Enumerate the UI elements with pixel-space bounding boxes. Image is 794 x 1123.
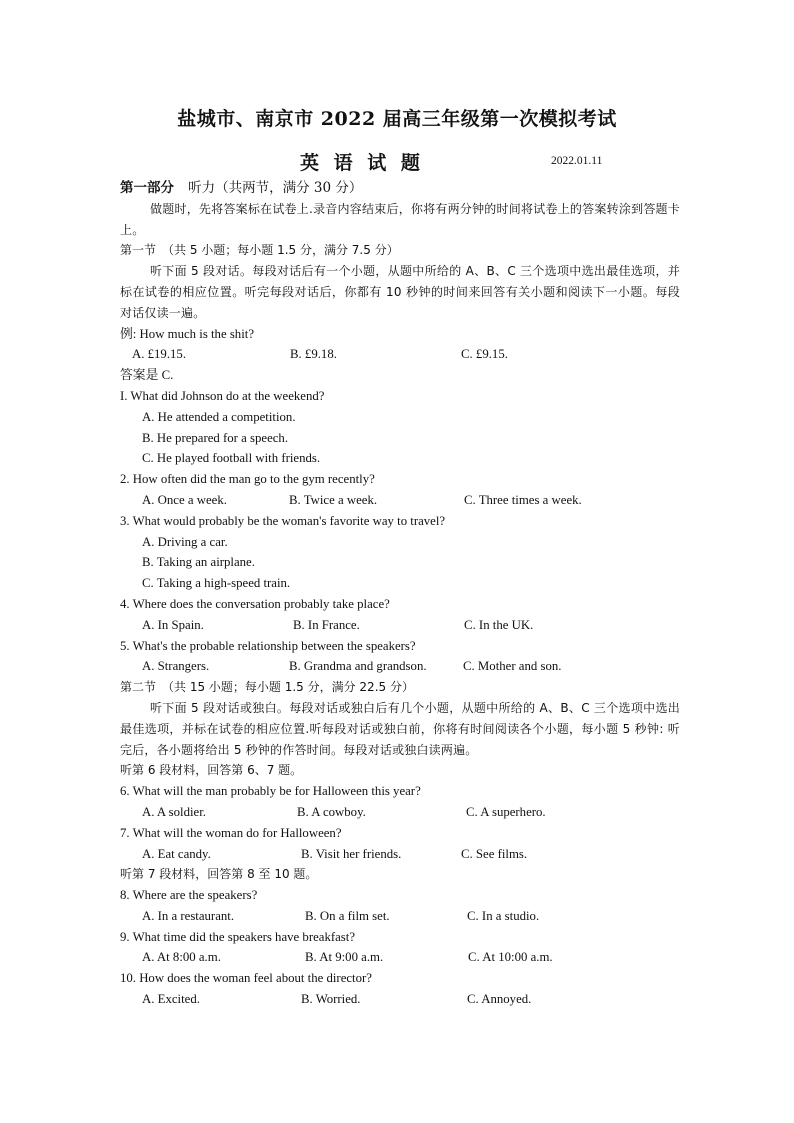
example-question: 例: How much is the shit? bbox=[120, 326, 254, 341]
question-8-option-c: C. In a studio. bbox=[467, 908, 540, 923]
section1-heading: 第一节 （共 5 小题；每小题 1.5 分，满分 7.5 分） bbox=[120, 243, 399, 258]
question-7-options bbox=[120, 844, 680, 865]
question-6-option-c: C. A superhero. bbox=[466, 804, 546, 819]
question-2-option-c: C. Three times a week. bbox=[464, 492, 582, 507]
question-8-options bbox=[120, 906, 680, 927]
section2-instructions: 听下面 5 段对话或独白。每段对话或独白后有几个小题，从题中所给的 A、B、C 三个选项中选出最佳选项，并标在试卷的相应位置.听每段对话或独白前，你将有时间阅读各个小题，每小题 5 秒钟: 听完后，各小题将给出 5 秒钟的作答时间。每段对话或独白读两遍。 bbox=[120, 700, 680, 757]
material-6-note: 听第 6 段材料，回答第 6、7 题。 bbox=[120, 763, 303, 778]
question-4: 4. Where does the conversation probably take place? bbox=[120, 596, 390, 611]
exam-subtitle: 英 语 试 题 bbox=[300, 152, 424, 174]
question-5: 5. What's the probable relationship between the speakers? bbox=[120, 638, 416, 653]
material-7-note: 听第 7 段材料，回答第 8 至 10 题。 bbox=[120, 867, 318, 882]
part1-heading bbox=[120, 178, 680, 199]
question-7-option-a: A. Eat candy. bbox=[142, 846, 211, 861]
question-7-option-c: C. See films. bbox=[461, 846, 528, 861]
question-5-option-c: C. Mother and son. bbox=[463, 659, 562, 674]
question-4-option-c: C. In the UK. bbox=[464, 617, 534, 632]
question-4-options bbox=[120, 615, 680, 636]
section2-heading: 第二节 （共 15 小题；每小题 1.5 分，满分 22.5 分） bbox=[120, 680, 414, 695]
question-3: 3. What would probably be the woman's favorite way to travel? bbox=[120, 513, 446, 528]
example-options bbox=[120, 344, 680, 365]
question-5-option-b: B. Grandma and grandson. bbox=[289, 659, 427, 674]
question-2-option-a: A. Once a week. bbox=[142, 492, 227, 507]
question-2-options bbox=[120, 490, 680, 511]
question-10-options bbox=[120, 989, 680, 1010]
question-5-options bbox=[120, 656, 680, 677]
example-option-a: A. £19.15. bbox=[132, 347, 187, 362]
question-8: 8. Where are the speakers? bbox=[120, 888, 258, 903]
question-2: 2. How often did the man go to the gym recently? bbox=[120, 472, 375, 487]
question-10-option-c: C. Annoyed. bbox=[467, 992, 532, 1007]
question-9-option-b: B. At 9:00 a.m. bbox=[305, 950, 384, 965]
question-1-option-b: B. He prepared for a speech. bbox=[142, 430, 289, 445]
question-7: 7. What will the woman do for Halloween? bbox=[120, 825, 342, 840]
part1-heading-label: 第一部分 bbox=[120, 180, 174, 196]
question-9-option-a: A. At 8:00 a.m. bbox=[142, 950, 221, 965]
question-2-option-b: B. Twice a week. bbox=[289, 492, 378, 507]
part1-instructions: 做题时，先将答案标在试卷上.录音内容结束后，你将有两分钟的时间将试卷上的答案转涂到答题卡上。 bbox=[120, 201, 680, 237]
section1-instructions: 听下面 5 段对话。每段对话后有一个小题，从题中所给的 A、B、C 三个选项中选出最佳选项，并标在试卷的相应位置。听完每段对话后，你都有 10 秒钟的时间来回答有关小题和阅读下一小题。每段对话仅读一遍。 bbox=[120, 264, 680, 320]
question-8-option-a: A. In a restaurant. bbox=[142, 908, 235, 923]
question-6-option-a: A. A soldier. bbox=[142, 804, 206, 819]
question-3-option-a: A. Driving a car. bbox=[142, 534, 228, 549]
question-1-option-a: A. He attended a competition. bbox=[142, 409, 296, 424]
example-option-c: C. £9.15. bbox=[461, 347, 508, 362]
question-7-option-b: B. Visit her friends. bbox=[301, 846, 402, 861]
question-3-option-b: B. Taking an airplane. bbox=[142, 555, 255, 570]
question-9: 9. What time did the speakers have breakfast? bbox=[120, 929, 355, 944]
question-3-option-c: C. Taking a high-speed train. bbox=[142, 576, 291, 591]
question-10-option-b: B. Worried. bbox=[301, 992, 361, 1007]
question-1-option-c: C. He played football with friends. bbox=[142, 451, 321, 466]
exam-content bbox=[120, 178, 680, 1010]
exam-title: 盐城市、南京市 2022 届高三年级第一次模拟考试 bbox=[177, 108, 617, 130]
example-answer: 答案是 C. bbox=[120, 368, 174, 383]
question-4-option-b: B. In France. bbox=[293, 617, 360, 632]
part1-heading-sub: 听力（共两节，满分 30 分） bbox=[188, 180, 363, 196]
question-10: 10. How does the woman feel about the director? bbox=[120, 971, 372, 986]
question-9-option-c: C. At 10:00 a.m. bbox=[468, 950, 553, 965]
question-10-option-a: A. Excited. bbox=[142, 992, 200, 1007]
question-6-options bbox=[120, 802, 680, 823]
example-option-b: B. £9.18. bbox=[290, 347, 337, 362]
question-6: 6. What will the man probably be for Halloween this year? bbox=[120, 784, 421, 799]
question-9-options bbox=[120, 947, 680, 968]
question-1: I. What did Johnson do at the weekend? bbox=[120, 388, 325, 403]
question-5-option-a: A. Strangers. bbox=[142, 659, 210, 674]
question-8-option-b: B. On a film set. bbox=[305, 908, 390, 923]
question-4-option-a: A. In Spain. bbox=[142, 617, 204, 632]
question-6-option-b: B. A cowboy. bbox=[297, 804, 366, 819]
exam-date: 2022.01.11 bbox=[551, 155, 603, 167]
